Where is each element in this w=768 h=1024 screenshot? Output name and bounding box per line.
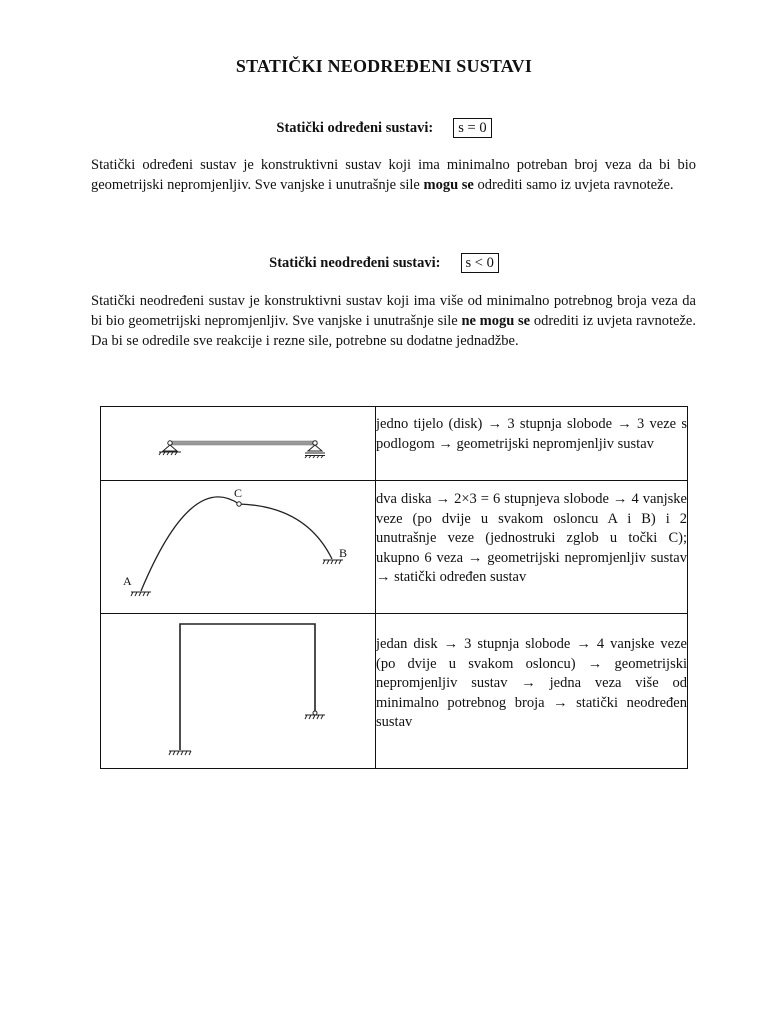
portal-frame-diagram [101,614,375,768]
section2-text-before: Statički neodređeni sustav je konstruktivni sustav koji ima više od minimalno potrebnog broja veza da bi bio geometrijski nepromjenljiv. Sve vanjske i unutrašnje sile [91,293,696,329]
label-a: A [123,574,132,588]
frame-description-cell [376,614,688,769]
section1-badge: s = 0 [453,118,491,138]
section1-label: Statički određeni sustavi: [276,120,434,136]
arch-figure-cell [101,481,376,614]
arch-description-cell [376,481,688,614]
section1-text-before: Statički određeni sustav je konstruktivni sustav koji ima minimalno potreban broj veza da bi bio geometrijski nepromjenljiv. Sve vanjske i unutrašnje sile [91,157,696,193]
table-row-arch [101,481,688,614]
arch-description: dva diska → 2×3 = 6 stupnjeva slobode → 4 vanjske veze (po dvije u svakom osloncu A i B) i 2 unutrašnje veze (jednostruki zglob u točki C); ukupno 6 veza → geometrijski nepromjenljiv sustav → statički određen sustav [376,491,687,585]
section2-label: Statički neodređeni sustavi: [269,255,441,271]
section1-text-bold: mogu se [423,177,474,193]
beam-description-cell [376,407,688,481]
arch-right-segment [239,504,332,559]
frame-figure-cell [101,614,376,769]
table-row-frame [101,614,688,769]
frame-members [180,624,315,750]
arch-left-segment [141,497,239,591]
frame-description: jedan disk → 3 stupnja slobode → 4 vanjske veze (po dvije u svakom osloncu) → geometrijski nepromjenljiv sustav → jedna veza više od minimalno potrebnog broja → statički neodređen sustav [376,636,687,730]
simply-supported-beam-diagram [101,407,375,480]
section2-text-after: odrediti iz uvjeta ravnoteže. Da bi se odredile sve reakcije i rezne sile, potrebne su dodatne jednadžbe. [91,313,696,349]
section2-heading [0,253,768,273]
section1-text-after: odrediti samo iz uvjeta ravnoteže. [473,177,674,193]
table-row-beam [101,407,688,481]
section2-badge: s < 0 [461,253,499,273]
label-b: B [339,546,348,560]
section1-paragraph [91,155,696,195]
beam-description: jedno tijelo (disk) → 3 stupnja slobode → 3 veze s podlogom → geometrijski nepromjenljiv sustav [376,416,687,452]
three-hinged-arch-diagram [101,481,375,613]
label-c: C [234,486,243,500]
section2-text-bold: ne mogu se [461,313,531,329]
systems-table [100,406,688,769]
section2-paragraph [91,291,696,351]
fixed-support-left [169,751,191,755]
section1-heading [0,118,768,138]
hinge-c [237,502,241,506]
pin-support-right [305,711,325,719]
fixed-pin-support-b [323,560,343,564]
fixed-pin-support-a [131,592,151,596]
beam-body [171,441,317,445]
page-title: STATIČKI NEODREĐENI SUSTAVI [235,56,533,76]
beam-figure-cell [101,407,376,481]
